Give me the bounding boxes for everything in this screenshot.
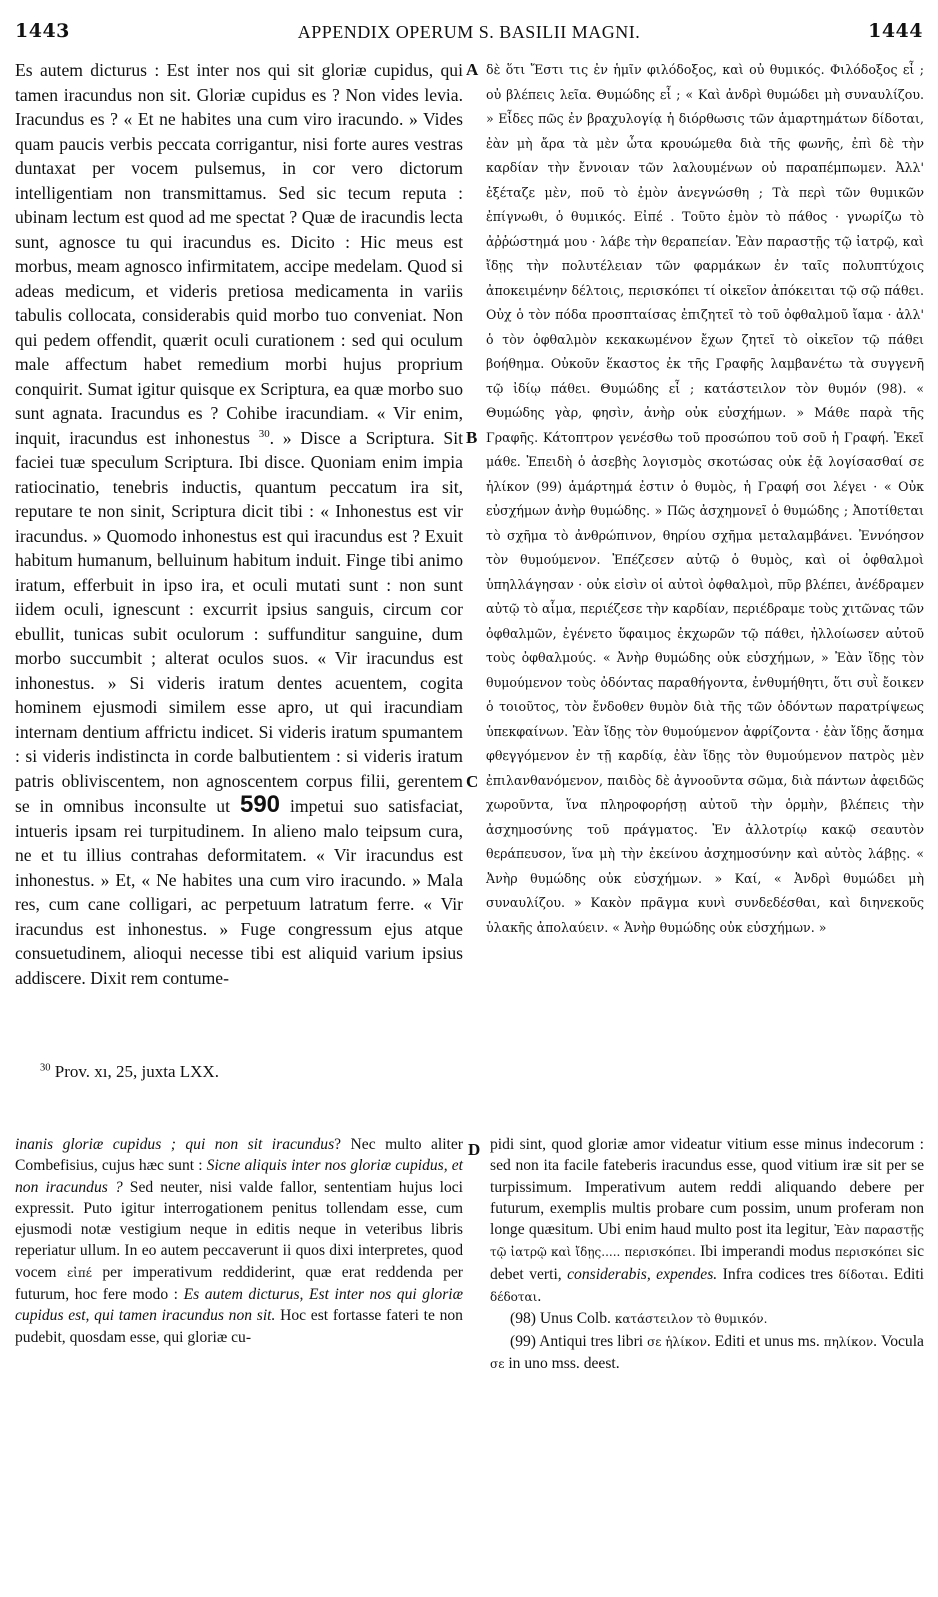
margin-letter-a: A [466,60,479,79]
page-header [15,20,923,46]
note-text: Sed neuter, nisi valde fallor, sententiam hujus loci expressit. Puto igitur interrogationem penitus tollendam esse, cum ejusmodi notæ vestigium neque in editis neque in veteribus libris reperiatur ullum. In eo autem peccaverunt ii quos dixi interpretes, quod vocem [15,1178,464,1281]
latin-main-column [15,58,463,1055]
note-99 [490,1331,924,1376]
note-98 [490,1308,924,1330]
note-reference-98: (98). [876,380,907,396]
greek-main-column [486,58,924,1058]
note-greek: δέδοται [490,1290,538,1305]
note-text: per imperativum reddiderint, quæ erat reddenda per futurum, hoc fere modo : [15,1263,463,1304]
note-text: pidi sint, quod gloriæ amor videatur vitium esse minus indecorum : sed non ita facile fateberis iracundus esse, quod vitium iræ sit per se turpissimum. Imperativum autem reddi aliquando debere per futurum, exemplis multis probare cum possim, unum proferam non longe quæsitum. Ubi enim haud multo post ita legitur, [490,1136,924,1239]
note-text: Infra codices tres [717,1265,839,1283]
note-text: . Editi [884,1265,924,1283]
note-99-text: in uno mss. deest. [504,1354,620,1372]
note-99-label: (99) Antiqui tres libri [510,1332,648,1350]
note-text: . [537,1288,542,1306]
note-italic: inanis gloriæ cupidus ; qui non sit iracundus [15,1136,335,1153]
note-99-greek: πηλίκον [823,1334,874,1349]
note-paragraph [490,1134,924,1308]
note-greek: περισκόπει [834,1245,903,1260]
note-italic: considerabis, expendes. [567,1265,718,1283]
note-98-label: (98) Unus Colb. [510,1310,615,1328]
note-99-greek: σε ἡλίκον [647,1334,707,1349]
note-99-greek: σε [490,1356,505,1371]
page-number: 590 [239,791,281,818]
greek-text: « Θυμώδης γὰρ, φησὶν, ἀνὴρ οὐκ εὐσχήμων. » Μάθε παρὰ τῆς Γραφῆς. Κάτοπτρον γενέσθω τοῦ προσώπου τοῦ σοῦ ἡ Γραφή. Ἐκεῖ μάθε. Ἐπειδὴ ὁ ἀσεβὴς λογισμὸς σκοτώσας οὐκ ἐᾷ λογίσασθαί σε ἡλίκον [486,380,924,494]
note-greek: Ἐὰν παραστῇς τῷ ἰατρῷ καὶ ἴδῃς..... περισκόπει. [490,1223,924,1260]
greek-text: δὲ ὅτι Ἔστι τις ἐν ἡμῖν φιλόδοξος, καὶ οὐ θυμικός. Φιλόδοξος εἶ ; οὐ βλέπεις λεῖα. Θυμώδης εἶ ; « Καὶ ἀνδρὶ θυμώδει μὴ συναυλίζου. » Εἶδες πῶς ἐν βραχυλογίᾳ ἡ διόρθωσις τῶν ἁμαρτημάτων δίδοται, ἐὰν μὴ ἄρα τὰ μὲν ὦτα κρουώμεθα διὰ τῆς φωνῆς, ἐπὶ δὲ τὴν καρδίαν τὴν ἔννοιαν τῶν λαλουμένων οὐ παραπέμπωμεν. Ἀλλ' ἐξέταζε μὲν, ποῦ τὸ ἐμὸν ἀνεγνώσθη ; Τὰ περὶ τῶν θυμικῶν ἐπίγνωθι, ὁ θυμικός. Εἰπέ . Τοῦτο ἐμὸν τὸ πάθος · γνωρίζω τὸ ἀῤῥώστημά μου · λάβε τὴν θεραπείαν. Ἐὰν παραστῇς τῷ ἰατρῷ, καὶ ἴδῃς τὴν πολυτέλειαν τῶν φαρμάκων ἐν ταῖς πολυπτύχοις ἀποκειμένην δέλτοις, περισκόπει τί οἰκεῖον ἀπόκειται τῷ σῷ πάθει. Οὐχ ὁ τὸν πόδα προσπταίσας ἐπιζητεῖ τὸ τοῦ ὀφθαλμοῦ ἴαμα · ἀλλ' ὁ τὸν ὀφθαλμὸν κεκακωμένον ἔχων ζητεῖ τὸ οἰκεῖον τῷ πάθει βοήθημα. Οὐκοῦν ἕκαστος ἐκ τῆς Γραφῆς λαμβανέτω τὰ συγγενῆ τῷ ἰδίῳ πάθει. Θυμώδης εἶ ; κατάστειλον τὸν θυμόν [486,62,924,396]
editorial-notes-left [15,1134,463,1589]
note-text: Hoc est fortasse fateri te non pudebit, quosdam esse, qui gloriæ cu- [15,1307,463,1346]
footnote-reference: 30 [258,427,270,440]
note-text: sic debet verti, [490,1243,924,1283]
margin-letter-b: B [466,428,478,447]
footnote-number: 30 [40,1062,51,1074]
margin-letter-c: C [466,772,479,791]
note-text: Ibi imperandi modus [695,1243,835,1261]
note-italic: Es autem dicturus, Est inter nos qui gloriæ cupidus est, qui tamen iracundus non sit. [15,1286,463,1325]
note-99-text: . Vocula [873,1332,924,1350]
note-reference-99: (99) [536,478,563,494]
editorial-notes-right [490,1134,924,1372]
note-99-text: . Editi et unus ms. [706,1332,824,1350]
note-italic: Sicne aliquis inter nos gloriæ cupidus, et non iracundus ? [15,1157,464,1196]
footnote [40,1062,219,1082]
latin-text: Es autem dicturus : Est inter nos qui sit gloriæ cupidus, qui tamen iracundus non sit. Gloriæ cupidus es ? Non vides levia. Iracundus es ? « Et ne habites una cum viro iracundo. » Vides quam paucis verbis peccata corrigantur, nisi forte aures vestras duntaxat per vocem pulsemus, in cor vero dictorum intelligentiam non transmittamus. Sed sic tecum reputa : ubinam lectum est quod ad me spectat ? Quæ de iracundis lecta sunt, agnosce tu qui iracundus es. Dicito : Hic meus est morbus, meam agnosco infirmitatem, accipe medelam. Quod si adeas medicum, et videris pretiosa medicamenta in variis tabulis collocata, considerabis quid morbo tuo conveniat. Non qui pedem offendit, quærit oculi curationem : sed qui oculum male affectum habet remedium morbi hujus proprium conquirit. Sumat igitur quisque ex Scriptura, ea quæ morbo suo sunt agnata. Iracundus es ? Cohibe iracundiam. « Vir enim, inquit, iracundus est inhonestus [15,60,463,448]
left-column-number: 1443 [15,20,70,42]
latin-text: . » Disce a Scriptura. Sit faciei tuæ speculum Scriptura. Ibi disce. Quoniam enim impia ratiocinatio, tenebris inductis, quantum peccatum ira sit, reputare te non sinit, Scriptura dicit tibi : « Inhonestus est vir iracundus. » Quomodo inhonestus est qui iracundus est ? Exuit habitum humanum, belluinum habitum induit. Finge tibi animo iratum, efferbuit in ipso ira, et oculi mutati sunt : non sunt iidem oculi, ignescunt : excurrit ipsius sanguis, circum cor ebullit, tunicas subit oculorum : suffunditur sanguine, dum morbo succumbit ; alterat oculos suos. « Vir iracundus est inhonestus. » Si videris iratum dentes acuentem, cogita hominem ejusmodi similem esse apro, ut qui iracundiam internam dentium affrictu indicet. Si videris iratum spumantem : si videris indistincta in corde balbutientem : si videris iratum patris obliviscentem, non agnoscentem corpus filii, gerentem se in omnibus inconsulte ut [15,427,463,816]
footnote-text: Prov. xı, 25, juxta LXX. [50,1062,219,1081]
note-greek: εἰπέ [66,1265,92,1280]
note-98-greek: κατάστειλον τὸ θυμικόν. [614,1312,768,1327]
note-text: ? Nec multo aliter Combefisius, cujus hæc sunt : [15,1136,463,1175]
greek-text: ἁμάρτημά ἐστιν ὁ θυμὸς, ἡ Γραφή σοι λέγει · « Οὐκ εὐσχήμων ἀνὴρ θυμώδης. » Πῶς ἀσχημονεῖ ὁ θυμώδης ; Ἀποτίθεται τὸ σχῆμα τὸ ἀνθρώπινον, θηρίου σχῆμα μεταλαμβάνει. Ἐννόησον τὸν θυμούμενον. Ἐπέζεσεν αὐτῷ ὁ θυμὸς, καὶ οἱ ὀφθαλμοὶ ὑπηλλάγησαν · οὐκ εἰσὶν οἱ αὐτοὶ ὀφθαλμοὶ, πῦρ βλέπει, ἀνέδραμεν αὐτῷ τὸ αἷμα, περιέζεσε τὴν καρδίαν, περιέδραμε τοὺς χιτῶνας τῶν ὀφθαλμῶν, ἐγένετο ὕφαιμος ἐκχωρῶν τῷ πάθει, ἠλλοίωσεν αὐτοῦ τοὺς ὀφθαλμούς. « Ἀνὴρ θυμώδης οὐκ εὐσχήμων, » Ἐὰν ἴδῃς τὸν θυμούμενον τοὺς ὀδόντας παραθήγοντα, ἐνθυμήθητι, ὅτι συῒ ἔοικεν ὁ τοιοῦτος, τὸν ἔνδοθεν θυμὸν διὰ τῆς τῶν ὀδόντων παρατρίψεως ὑπεκφαίνων. Ἐὰν ἴδῃς τὸν θυμούμενον ἀφρίζοντα · ἐὰν ἴδῃς ἄσημα φθεγγόμενον ἐν τῇ καρδίᾳ, ἐὰν ἴδῃς τὸν θυμούμενον πατρὸς μὲν ἐπιλανθανόμενον, παιδὸς δὲ ἀγνοοῦντα σῶμα, διὰ πάντων ἀφειδῶς χωροῦντα, ἵνα πληροφορήσῃ αὐτοῦ τὴν ὁρμὴν, βλέπεις τὴν ἀσχημοσύνης τοῦ πράγματος. Ἐν ἀλλοτρίῳ κακῷ σεαυτὸν θεράπευσον, ἵνα μὴ τὴν ἐκείνου ἀσχημοσύνην καὶ αὐτὸς λάβῃς. « Ἀνὴρ θυμώδης οὐκ εὐσχήμων. » Καί, « Ἀνδρὶ θυμώδει μὴ συναυλίζου. » Κακὸν πρᾶγμα κυνὶ συνδεδέσθαι, καὶ διηνεκοῦς ὑλακῆς ἀπολαύειν. « Ἀνὴρ θυμώδης οὐκ εὐσχήμων. » [486,478,924,935]
margin-letter-d: D [468,1140,481,1159]
right-column-number: 1444 [868,20,923,42]
note-greek: δίδοται [838,1267,885,1282]
running-title: APPENDIX OPERUM S. BASILII MAGNI. [297,22,641,42]
latin-text: impetui suo satisfaciat, intueris ipsam rei turpitudinem. In alieno malo teipsum cura, ne et tu illius contrahas deformitatem. « Vir iracundus est inhonestus. » Et, « Ne habites una cum viro iracundo. » Mala res, cum cane colligari, ac perpetuum latratum ferre. « Vir iracundus est inhonestus. » Fuge congressum ejus atque consuetudinem, alioqui necesse tibi est aliquid varium ipsius addiscere. Dixit rem contume- [15,796,463,988]
